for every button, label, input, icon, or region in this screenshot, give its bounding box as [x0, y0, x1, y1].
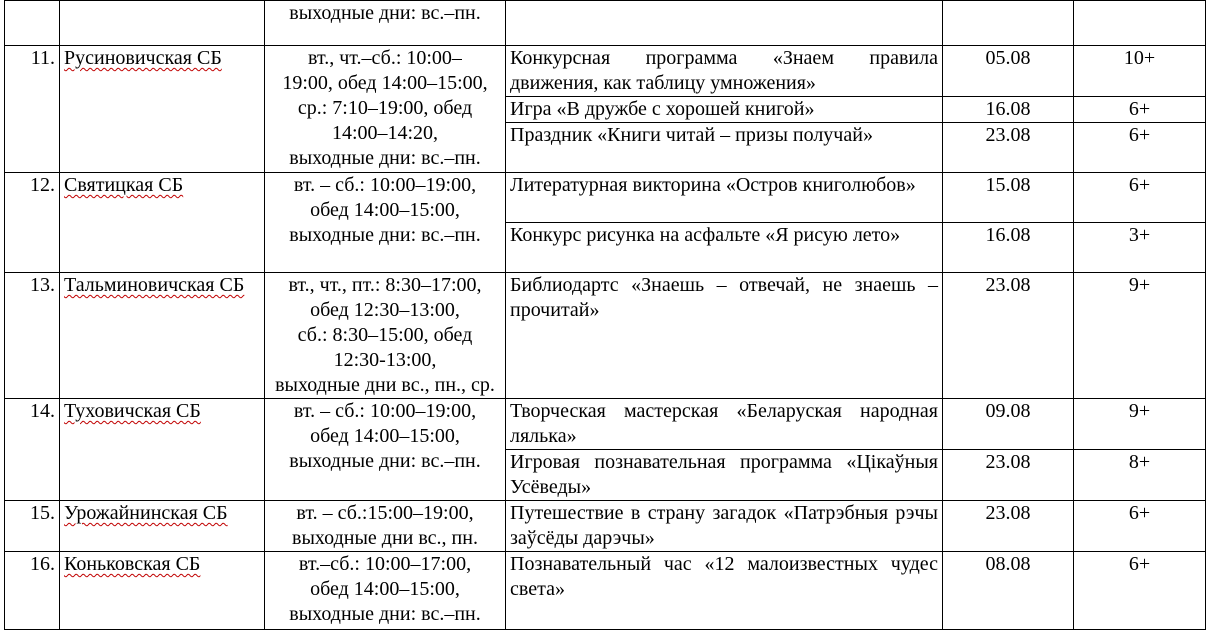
schedule-line: выходные дни: вс.–пн.: [289, 450, 481, 472]
schedule-line: выходные дни вс., пн.: [292, 527, 478, 549]
event-date: 23.08: [943, 450, 1074, 501]
event-age: 6+: [1074, 97, 1206, 123]
library-name-text: Тальминовичская СБ: [64, 274, 245, 296]
schedule-line: обед 12:30–13:00,: [310, 299, 460, 321]
table-row: [5, 273, 1206, 399]
schedule-line: вт., чт.–сб.: 10:00–: [308, 47, 462, 69]
schedule-cell: выходные дни: вс.–пн.: [265, 1, 506, 46]
library-name-text: Урожайнинская СБ: [64, 502, 228, 524]
schedule-line: ср.: 7:10–19:00, обед: [297, 97, 473, 119]
library-name-text: Коньковская СБ: [64, 553, 201, 575]
schedule-cell: [265, 552, 506, 630]
event-title: Познавательный час «12 малоизвестных чудес света»: [506, 552, 943, 630]
library-name: [60, 399, 265, 501]
schedule-cell: [265, 46, 506, 173]
event-age: 10+: [1074, 46, 1206, 97]
schedule-line: обед 14:00–15:00,: [310, 199, 460, 221]
schedule-line: обед 14:00–15:00,: [310, 578, 460, 600]
schedule-cell: [265, 273, 506, 399]
schedule-line: обед 14:00–15:00,: [310, 425, 460, 447]
schedule-line: выходные дни: вс.–пн.: [289, 224, 481, 246]
row-number: 14.: [5, 399, 60, 501]
event-date: 05.08: [943, 46, 1074, 97]
library-events-table: [4, 0, 1206, 630]
event-date: 09.08: [943, 399, 1074, 450]
event-age: 6+: [1074, 552, 1206, 630]
schedule-line: вт. – сб.: 10:00–19:00,: [293, 400, 477, 422]
table-row: [5, 501, 1206, 552]
event-age: 6+: [1074, 123, 1206, 173]
schedule-line: вт. – сб.:15:00–19:00,: [296, 502, 474, 524]
event-age: 9+: [1074, 399, 1206, 450]
schedule-cell: [265, 501, 506, 552]
row-number: 11.: [5, 46, 60, 173]
event-date: 15.08: [943, 173, 1074, 223]
schedule-cell: [265, 399, 506, 501]
event-title: Конкурсная программа «Знаем правила движения, как таблицу умножения»: [506, 46, 943, 97]
schedule-cell: [265, 173, 506, 273]
library-name: [60, 273, 265, 399]
event-date: 08.08: [943, 552, 1074, 630]
schedule-line: выходные дни: вс.–пн.: [289, 603, 481, 625]
schedule-line: сб.: 8:30–15:00, обед: [297, 324, 473, 346]
event-title: Игра «В дружбе с хорошей книгой»: [506, 97, 943, 123]
table-row-continuation: [5, 1, 1206, 46]
event-date: 23.08: [943, 273, 1074, 399]
event-title: Творческая мастерская «Беларуская народная лялька»: [506, 399, 943, 450]
library-name: [60, 173, 265, 273]
event-title: Путешествие в страну загадок «Патрэбныя рэчы заўсёды дарэчы»: [506, 501, 943, 552]
event-date: 23.08: [943, 123, 1074, 173]
event-age: 8+: [1074, 450, 1206, 501]
row-number: 13.: [5, 273, 60, 399]
event-age: 6+: [1074, 173, 1206, 223]
row-number: 12.: [5, 173, 60, 273]
library-name-text: Святицкая СБ: [64, 174, 184, 196]
table-row: [5, 173, 1206, 223]
schedule-line: 19:00, обед 14:00–15:00,: [282, 72, 488, 94]
event-title: Литературная викторина «Остров книголюбов»: [506, 173, 943, 223]
event-date: 16.08: [943, 97, 1074, 123]
schedule-line: вт., чт., пт.: 8:30–17:00,: [288, 274, 482, 296]
library-name-text: Туховичская СБ: [64, 400, 201, 422]
schedule-line: выходные дни: вс.–пн.: [289, 147, 481, 169]
event-age: 9+: [1074, 273, 1206, 399]
row-number: 16.: [5, 552, 60, 630]
table-row: [5, 399, 1206, 450]
event-title: Игровая познавательная программа «Цікаўныя Усёведы»: [506, 450, 943, 501]
table-row: [5, 552, 1206, 630]
library-name: [60, 552, 265, 630]
library-name-text: Русиновичская СБ: [64, 47, 222, 69]
schedule-line: 14:00–14:20,: [331, 122, 439, 144]
schedule-line: выходные дни вс., пн., ср.: [275, 374, 495, 396]
schedule-line: вт. – сб.: 10:00–19:00,: [293, 174, 477, 196]
event-title: Праздник «Книги читай – призы получай»: [506, 123, 943, 173]
library-name: [60, 46, 265, 173]
schedule-line: 12:30-13:00,: [333, 349, 437, 371]
event-title: Конкурс рисунка на асфальте «Я рисую лето»: [506, 223, 943, 273]
library-name: [60, 501, 265, 552]
event-date: 23.08: [943, 501, 1074, 552]
event-age: 3+: [1074, 223, 1206, 273]
row-number: 15.: [5, 501, 60, 552]
event-date: 16.08: [943, 223, 1074, 273]
schedule-line: вт.–сб.: 10:00–17:00,: [298, 553, 472, 575]
event-age: 6+: [1074, 501, 1206, 552]
event-title: Библиодартс «Знаешь – отвечай, не знаешь – прочитай»: [506, 273, 943, 399]
table-row: [5, 46, 1206, 97]
